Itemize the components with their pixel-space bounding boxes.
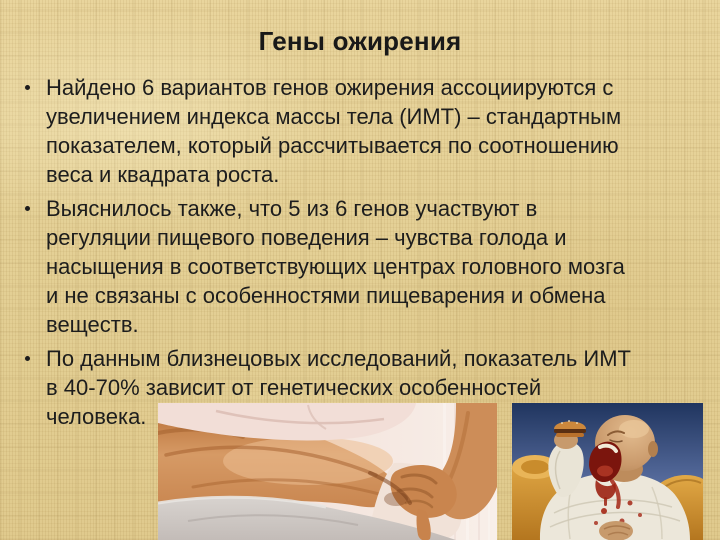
bullet-text-line: и не связаны с особенностями пищеварения и обмена bbox=[46, 283, 606, 308]
bullet-list bbox=[20, 73, 712, 436]
bullet-text-line: регуляции пищевого поведения – чувства голода и bbox=[46, 225, 567, 250]
bullet-text-line: человека. bbox=[46, 404, 147, 429]
bullet-text-line: увеличением индекса массы тела (ИМТ) – стандартным bbox=[46, 104, 622, 129]
bullet-marker bbox=[20, 73, 46, 189]
bullet-text-line: По данным близнецовых исследований, показатель ИМТ bbox=[46, 346, 631, 371]
bullet-marker bbox=[20, 194, 46, 339]
man-eating-burger-photo bbox=[512, 403, 703, 540]
bullet-text-line: Найдено 6 вариантов генов ожирения ассоциируются с bbox=[46, 75, 614, 100]
bullet-text-line: веса и квадрата роста. bbox=[46, 162, 280, 187]
bullet-text-line: веществ. bbox=[46, 312, 139, 337]
bullet-text-line: насыщения в соответствующих центрах головного мозга bbox=[46, 254, 625, 279]
bullet-marker bbox=[20, 344, 46, 431]
bullet-item-1 bbox=[20, 73, 712, 189]
bullet-text-line: Выяснилось также, что 5 из 6 генов участвуют в bbox=[46, 196, 538, 221]
belly-pinch-photo bbox=[158, 403, 497, 540]
bullet-text-line: в 40-70% зависит от генетических особенностей bbox=[46, 375, 542, 400]
bullet-text-line: показателем, который рассчитывается по соотношению bbox=[46, 133, 619, 158]
bullet-item-2 bbox=[20, 194, 712, 339]
slide-title: Гены ожирения bbox=[258, 26, 462, 56]
